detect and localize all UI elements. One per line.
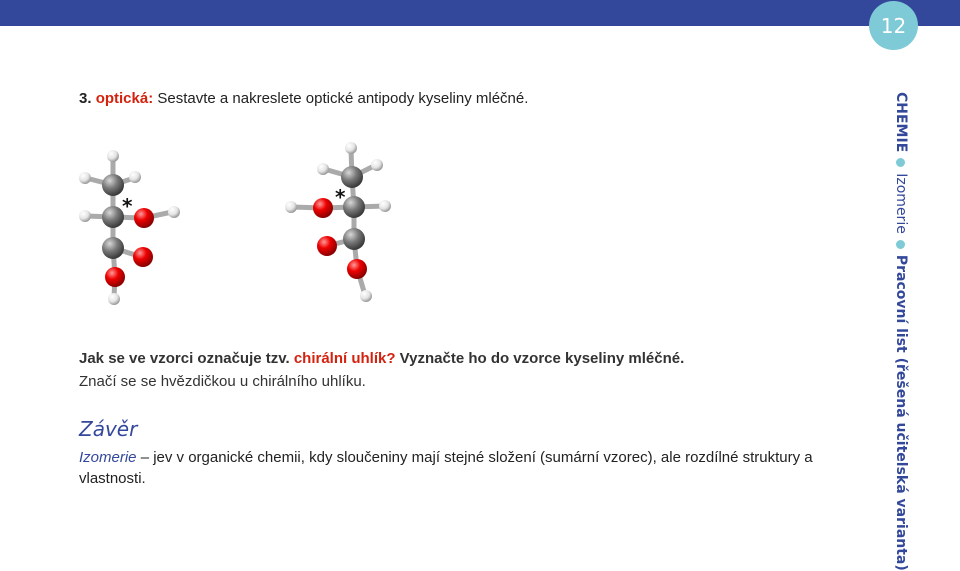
carbon-atom — [102, 237, 124, 259]
chiral-star: * — [122, 194, 133, 218]
oxygen-atom — [317, 236, 337, 256]
oxygen-atom — [133, 247, 153, 267]
hydrogen-atom — [317, 163, 329, 175]
hydrogen-atom — [79, 210, 91, 222]
oxygen-atom — [313, 198, 333, 218]
vertical-sidebar-label — [893, 92, 909, 571]
hydrogen-atom — [108, 293, 120, 305]
conclusion-title: Závěr — [79, 417, 138, 441]
carbon-atom — [102, 206, 124, 228]
hydrogen-atom — [371, 159, 383, 171]
bonds — [86, 157, 172, 298]
hydrogen-atom — [345, 142, 357, 154]
hydrogen-atom — [379, 200, 391, 212]
conclusion-term: Izomerie — [79, 449, 137, 466]
hydrogen-atom — [79, 172, 91, 184]
dot-icon — [897, 158, 906, 167]
top-bar — [0, 0, 960, 26]
dot-icon — [897, 240, 906, 249]
sidebar-topic: Izomerie — [893, 173, 909, 234]
question-part1: Jak se ve vzorci označuje tzv. — [79, 350, 294, 367]
task-number: 3. — [79, 90, 92, 107]
hydrogen-atom — [285, 201, 297, 213]
hydrogen-atom — [107, 150, 119, 162]
sidebar-sheet: Pracovní list (řešená učitelská varianta) — [893, 254, 909, 571]
oxygen-atom — [105, 267, 125, 287]
hydrogen-atom — [129, 171, 141, 183]
molecule-right — [280, 135, 410, 310]
molecule-left — [70, 140, 200, 315]
oxygen-atom — [134, 208, 154, 228]
hydrogen-atom — [360, 290, 372, 302]
answer-line: Značí se se hvězdičkou u chirálního uhlíku. — [79, 373, 366, 390]
oxygen-atom — [347, 259, 367, 279]
task-heading — [79, 90, 528, 107]
question-chiral-carbon: chirální uhlík? — [293, 350, 396, 367]
page-number-badge: 12 — [869, 1, 918, 50]
carbon-atom — [343, 228, 365, 250]
carbon-atom — [343, 196, 365, 218]
hydrogen-atom — [168, 206, 180, 218]
conclusion-text — [79, 447, 849, 489]
conclusion-definition: – jev v organické chemii, kdy sloučeniny mají stejné složení (sumární vzorec), ale rozdílné struktury a vlastnosti. — [79, 449, 813, 487]
bonds — [292, 149, 384, 295]
task-keyword: optická: — [95, 90, 154, 107]
question-line — [79, 350, 684, 367]
sidebar-subject: CHEMIE — [893, 92, 909, 153]
chiral-star: * — [335, 185, 346, 209]
task-text: Sestavte a nakreslete optické antipody kyseliny mléčné. — [153, 90, 529, 107]
carbon-atom — [102, 174, 124, 196]
question-part2: Vyznačte ho do vzorce kyseliny mléčné. — [395, 350, 685, 367]
